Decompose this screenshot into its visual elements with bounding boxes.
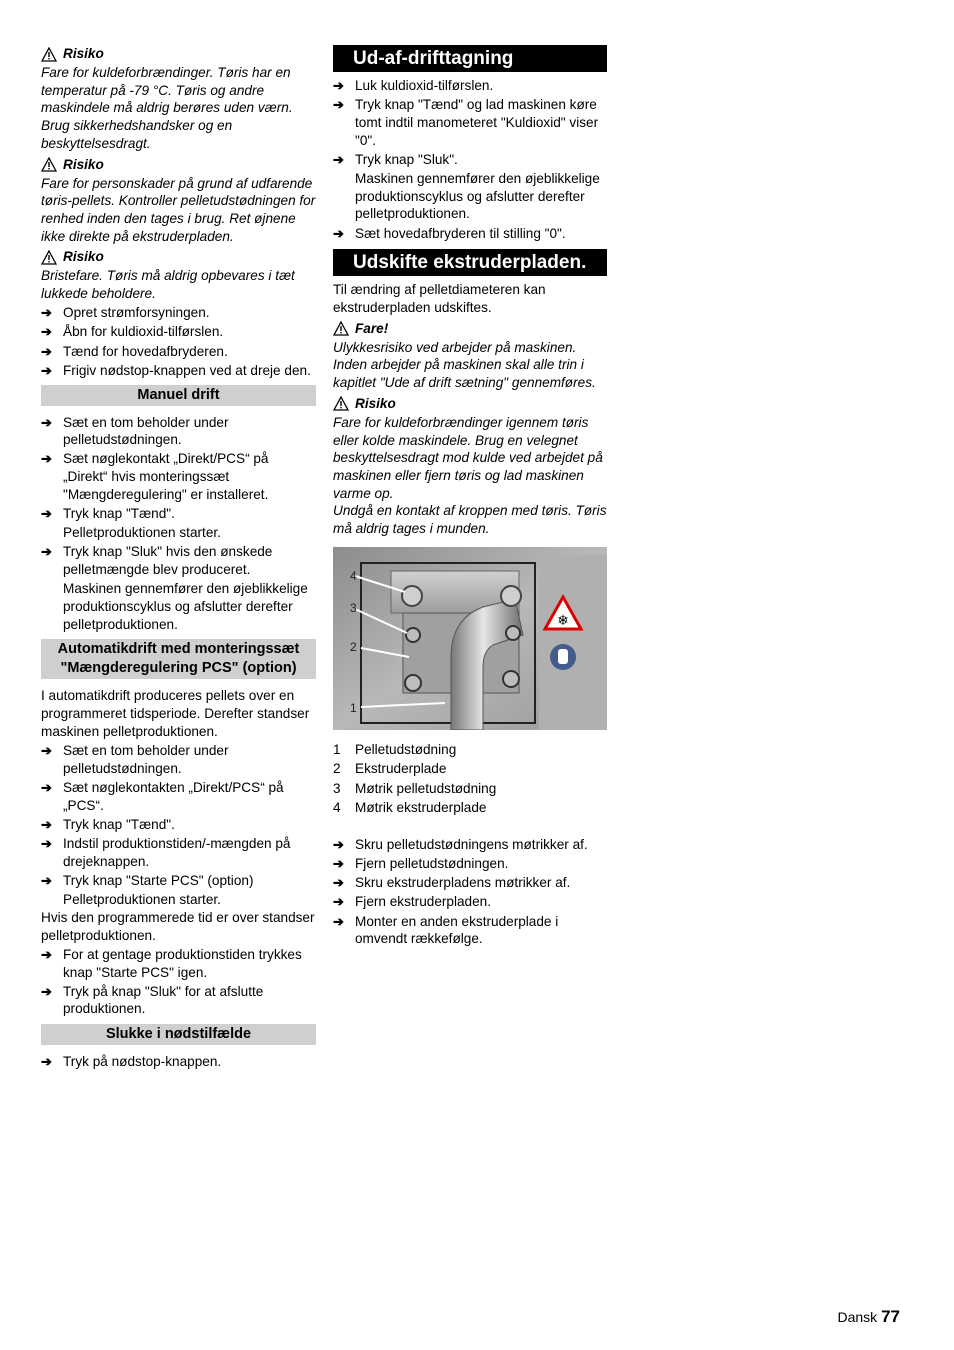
list-item-result: Maskinen gennemfører den øjeblikkelige produktionscyklus og afslutter derefter pelletproduktionen. [355,171,600,222]
list-item: ➔ Sæt en tom beholder under pelletudstødningen. [41,743,229,776]
auto-after: Hvis den programmerede tid er over standser pelletproduktionen. [41,909,315,943]
list-item: ➔ For at gentage produktionstiden trykkes knap "Starte PCS" igen. [41,946,302,980]
list-item: ➔ Tryk på knap "Sluk" for at afslutte produktionen. [41,983,264,1017]
list-item-result: Maskinen gennemfører den øjeblikkelige produktionscyklus og afslutter derefter pelletproduktionen. [63,581,308,632]
list-item: ➔ Fjern ekstruderpladen. [333,894,492,910]
callout-3: 3 [350,600,357,615]
arrow-right-icon: ➔ [41,1054,52,1070]
warning-triangle-icon [41,250,57,265]
arrow-right-icon: ➔ [333,913,344,929]
legend-item: 2 Ekstruderplade [333,761,447,777]
list-item: ➔ Luk kuldioxid-tilførslen. [333,78,494,93]
warning-triangle-icon [333,396,349,411]
warning-risiko-1 [41,44,316,64]
warning-text: Fare for kuldeforbrændinger igennem tøris eller kolde maskindele. Brug en velegnet beskyttelsesdragt mod kulde ved arbejdet på maskinen eller fjern tøris og lad maskinen varme op. [333,414,603,501]
start-steps [41,304,316,379]
arrow-right-icon: ➔ [41,343,52,359]
arrow-right-icon: ➔ [333,875,344,891]
arrow-right-icon: ➔ [333,151,344,167]
list-item: ➔ Sæt hovedafbryderen til stilling "0". [333,225,566,241]
list-item: ➔ Skru ekstruderpladens møtrikker af. [333,875,571,891]
callout-2: 2 [350,639,357,654]
list-item: ➔ Fjern pelletudstødningen. [333,855,509,871]
heading-automatikdrift: Automatikdrift med monteringssæt "Mængderegulering PCS" (option) [41,639,316,679]
extruder-plate-photo [333,547,607,730]
list-item: ➔ Skru pelletudstødningens møtrikker af. [333,836,588,852]
warning-text: Undgå en kontakt af kroppen med tøris. Tøris må aldrig tages i munden. [333,503,607,537]
list-item-result: Pelletproduktionen starter. [63,892,221,908]
page-footer [838,1307,901,1327]
list-item: ➔ Indstil produktionstiden/-mængden på drejeknappen. [41,836,291,869]
figure-legend [333,740,607,818]
extruder-photo-illustration [333,547,607,730]
arrow-right-icon: ➔ [333,855,344,871]
warning-triangle-icon [333,321,349,336]
replace-intro: Til ændring af pelletdiameteren kan ekstruderpladen udskiftes. [333,282,546,316]
arrow-right-icon: ➔ [333,78,344,93]
arrow-right-icon: ➔ [41,324,52,340]
arrow-right-icon: ➔ [41,743,52,759]
arrow-right-icon: ➔ [41,451,52,467]
legend-item: 3 Møtrik pelletudstødning [333,780,497,796]
arrow-right-icon: ➔ [333,894,344,910]
list-item: ➔ Tryk på nødstop-knappen. [41,1054,222,1070]
left-column [41,42,316,1072]
warning-text: Ulykkesrisiko ved arbejder på maskinen. Inden arbejder på maskinen skal alle trin i kapitlet "Ude af drift sætning" gennemføres. [333,339,596,391]
warning-triangle-icon [41,157,57,172]
warning-label: Risiko [63,46,104,61]
list-item: ➔ Tænd for hovedafbryderen. [41,343,228,359]
warning-label: Fare! [355,320,389,336]
warning-fare [333,319,607,339]
list-item: ➔ Tryk knap "Tænd". [41,816,175,832]
warning-risiko-3 [41,247,316,267]
arrow-right-icon: ➔ [41,946,52,962]
warning-label: Risiko [355,395,396,411]
warning-text: Fare for personskader på grund af udfarende tøris-pellets. Kontroller pelletudstødningen for renhed inden den tages i brug. Ret øjnene ikke direkte på ekstruderpladen. [41,175,316,244]
arrow-right-icon: ➔ [333,97,344,113]
warning-risiko-2 [41,155,316,175]
heading-manual-drift: Manuel drift [41,385,316,406]
arrow-right-icon: ➔ [41,836,52,852]
list-item: ➔ Sæt en tom beholder under pelletudstødningen. [41,414,229,448]
arrow-right-icon: ➔ [41,780,52,795]
arrow-right-icon: ➔ [41,544,52,560]
warning-text: Fare for kuldeforbrændinger. Tøris har en temperatur på -79 °C. Tøris og andre maskindele må aldrig berøres uden værn. Brug sikkerhedshandsker og en beskyttelsesdragt. [41,65,293,151]
svg-text:❄: ❄ [557,612,569,629]
heading-slukke-i-nodstilfaelde: Slukke i nødstilfælde [41,1024,316,1045]
right-column [333,45,607,949]
warning-risiko-4 [333,394,607,414]
arrow-right-icon: ➔ [41,506,52,522]
list-item: ➔ Tryk knap "Tænd" og lad maskinen køre tomt indtil manometeret "Kuldioxid" viser "0". [333,97,599,148]
heading-ud-af-drifttagning: Ud-af-drifttagning [333,45,607,72]
auto-intro: I automatikdrift produceres pellets over en programmeret tidsperiode. Derefter standser maskinen pelletproduktionen. [41,688,310,739]
arrow-right-icon: ➔ [333,836,344,852]
list-item: ➔ Frigiv nødstop-knappen ved at dreje den. [41,362,311,378]
list-item: ➔ Tryk knap "Sluk". [333,151,458,167]
arrow-right-icon: ➔ [41,414,52,430]
list-item: ➔ Åbn for kuldioxid-tilførslen. [41,324,224,340]
warning-label: Risiko [63,249,104,265]
footer-language: Dansk [837,1309,878,1325]
arrow-right-icon: ➔ [41,873,52,889]
list-item: ➔ Opret strømforsyningen. [41,305,210,321]
warning-text: Bristefare. Tøris må aldrig opbevares i tæt lukkede beholdere. [41,268,295,302]
callout-1: 1 [350,700,357,715]
legend-item: 1 Pelletudstødning [333,741,457,757]
arrow-right-icon: ➔ [41,983,52,999]
warning-triangle-icon [41,47,57,62]
list-item: ➔ Tryk knap "Sluk" hvis den ønskede pelletmængde blev produceret. [41,544,273,578]
page-number: 77 [881,1307,900,1326]
heading-udskifte-ekstruderpladen: Udskifte ekstruderpladen. [333,249,607,276]
arrow-right-icon: ➔ [333,225,344,241]
arrow-right-icon: ➔ [41,362,52,378]
arrow-right-icon: ➔ [41,816,52,832]
list-item: ➔ Sæt nøglekontakt „Direkt/PCS“ på „Direkt“ hvis monteringssæt "Mængderegulering" er installeret. [41,451,269,502]
arrow-right-icon: ➔ [41,305,52,321]
warning-label: Risiko [63,156,104,172]
list-item: ➔ Tryk knap "Starte PCS" (option) [41,873,254,889]
list-item: ➔ Sæt nøglekontakten „Direkt/PCS“ på „PCS“. [41,780,284,813]
list-item: ➔ Tryk knap "Tænd". [41,506,175,522]
list-item: ➔ Monter en anden ekstruderplade i omvendt rækkefølge. [333,913,559,947]
callout-4: 4 [350,568,357,583]
legend-item: 4 Møtrik ekstruderplade [333,800,487,816]
list-item-result: Pelletproduktionen starter. [63,525,221,541]
